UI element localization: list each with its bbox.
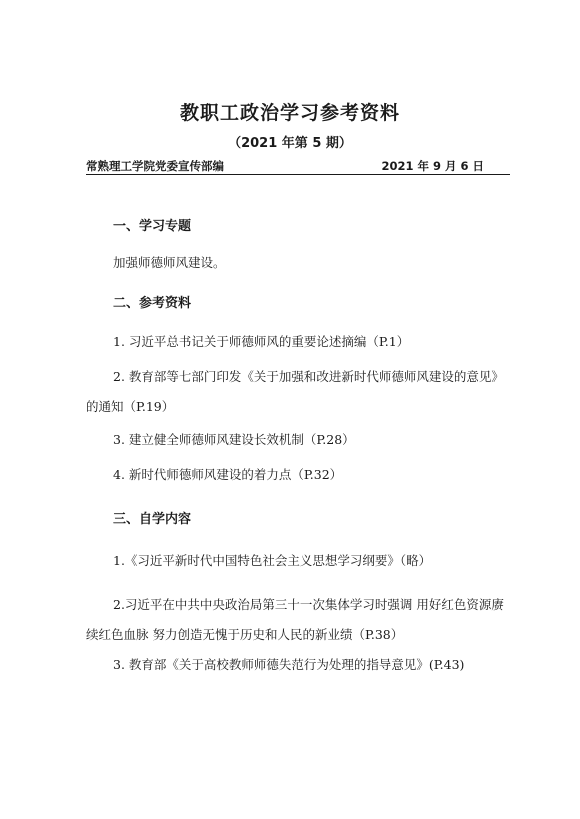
section-heading-references: 二、参考资料 xyxy=(113,296,192,311)
reference-item-1: 1. 习近平总书记关于师德师风的重要论述摘编（P.1） xyxy=(113,334,410,349)
reference-item-3: 3. 建立健全师德师风建设长效机制（P.28） xyxy=(113,432,355,447)
publisher-name: 常熟理工学院党委宣传部编 xyxy=(86,159,224,173)
reference-item-4: 4. 新时代师德师风建设的着力点（P.32） xyxy=(113,467,343,482)
header-divider xyxy=(86,174,510,175)
study-topic-item: 加强师德师风建设。 xyxy=(113,255,226,270)
reference-item-2: 2. 教育部等七部门印发《关于加强和改进新时代师德师风建设的意见》的通知（P.19） xyxy=(86,369,504,414)
section-heading-study-topic: 一、学习专题 xyxy=(113,219,192,234)
document-title: 教职工政治学习参考资料 xyxy=(179,102,400,124)
self-study-item-1: 1.《习近平新时代中国特色社会主义思想学习纲要》（略） xyxy=(113,553,432,568)
self-study-item-3: 3. 教育部《关于高校教师师德失范行为处理的指导意见》(P.43) xyxy=(113,657,465,672)
self-study-item-2: 2.习近平在中共中央政治局第三十一次集体学习时强调 用好红色资源赓续红色血脉 努力创造无愧于历史和人民的新业绩（P.38） xyxy=(86,597,504,642)
section-heading-self-study: 三、自学内容 xyxy=(113,512,192,527)
issue-number: （2021 年第 5 期） xyxy=(228,136,352,151)
publish-date: 2021 年 9 月 6 日 xyxy=(381,159,484,173)
